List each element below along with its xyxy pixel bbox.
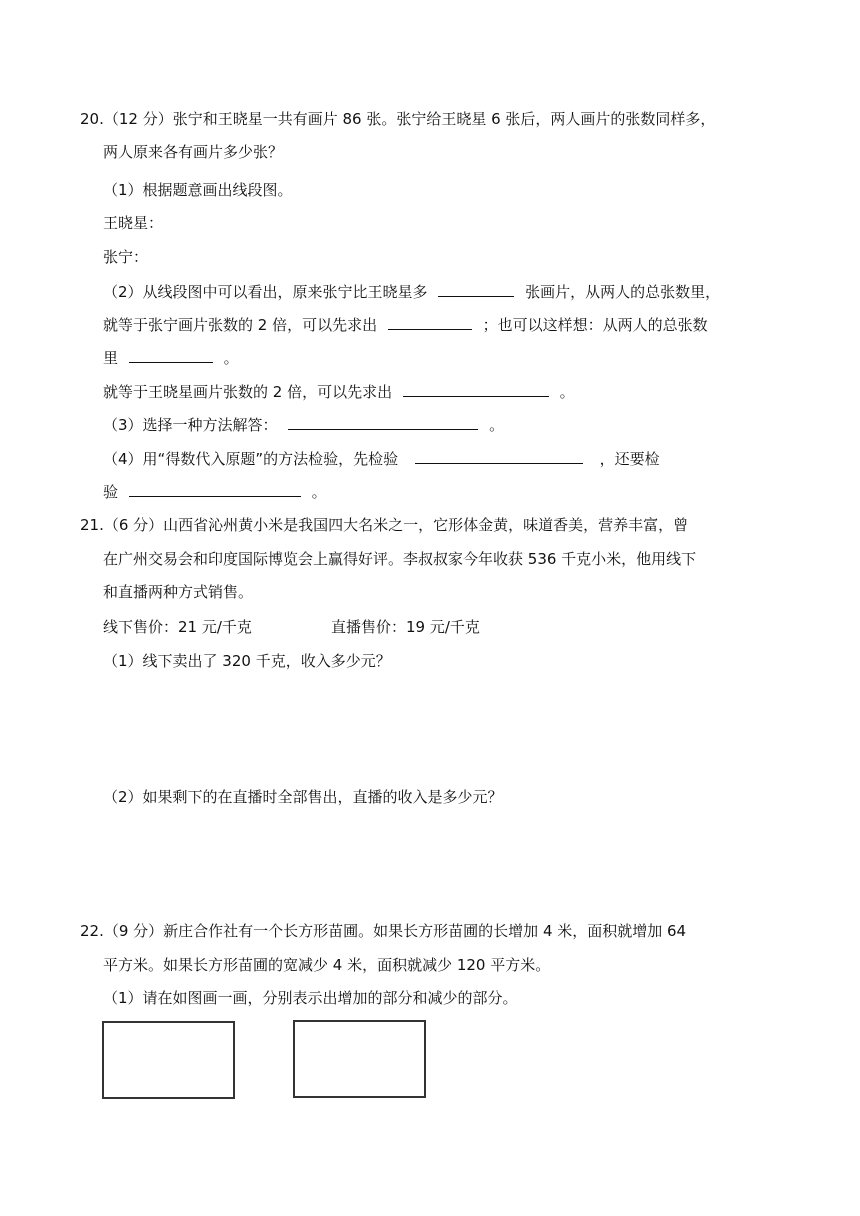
- q20-part2-text-c: 就等于张宁画片张数的 2 倍，可以先求出: [103, 316, 378, 334]
- q20-part2-text-h: 。: [559, 383, 575, 401]
- q20-part3-text-a: （3）选择一种方法解答：: [103, 416, 278, 434]
- q20-part2-text-b: 张画片，从两人的总张数里，: [525, 283, 721, 301]
- q21-stem-line1: 21.（6 分）山西省沁州黄小米是我国四大名米之一，它形体金黄，味道香美，营养丰富，曾: [80, 516, 689, 534]
- answer-blank-1[interactable]: [438, 280, 514, 297]
- q22-stem-line1: 22.（9 分）新庄合作社有一个长方形苗圃。如果长方形苗圃的长增加 4 米，面积就增加 64: [80, 922, 687, 940]
- q20-part4-line2: [103, 480, 327, 503]
- q20-part2-line4: [103, 380, 575, 403]
- q20-part2-text-f: 。: [223, 349, 239, 367]
- answer-blank-3[interactable]: [129, 346, 213, 363]
- q21-part1: （1）线下卖出了 320 千克，收入多少元？: [103, 652, 391, 670]
- q20-part2-line1: [103, 280, 720, 303]
- q22-part1: （1）请在如图画一画，分别表示出增加的部分和减少的部分。: [103, 989, 518, 1007]
- q20-label-wang: 王晓星：: [103, 214, 164, 232]
- q20-part4-line1: [103, 447, 660, 470]
- q20-part2-text-d: ；也可以这样想：从两人的总张数: [482, 316, 708, 334]
- q20-part3: [103, 413, 504, 436]
- q20-stem-line1: 20.（12 分）张宁和王晓星一共有画片 86 张。张宁给王晓星 6 张后，两人画片的张数同样多，: [80, 110, 716, 128]
- q20-part2-line2: [103, 313, 708, 336]
- answer-blank-6[interactable]: [415, 447, 583, 464]
- rectangle-figure-right[interactable]: [293, 1020, 426, 1098]
- rectangle-figure-left[interactable]: [102, 1021, 235, 1099]
- q20-part4-text-b: ，还要检: [599, 450, 660, 468]
- q20-part4-text-d: 。: [311, 483, 327, 501]
- q22-stem-line2: 平方米。如果长方形苗圃的宽减少 4 米，面积就减少 120 平方米。: [103, 956, 551, 974]
- q20-stem-line2: 两人原来各有画片多少张？: [103, 143, 284, 161]
- answer-blank-2[interactable]: [388, 313, 472, 330]
- q20-part3-text-b: 。: [489, 416, 505, 434]
- q20-part2-text-g: 就等于王晓星画片张数的 2 倍，可以先求出: [103, 383, 393, 401]
- q20-part4-text-c: 验: [103, 483, 119, 501]
- q21-stem-line2: 在广州交易会和印度国际博览会上赢得好评。李叔叔家今年收获 536 千克小米，他用线下: [103, 550, 697, 568]
- q20-part2-line3: [103, 346, 239, 369]
- q20-part2-text-e: 里: [103, 349, 119, 367]
- q20-part2-text-a: （2）从线段图中可以看出，原来张宁比王晓星多: [103, 283, 428, 301]
- q21-price-live: 直播售价：19 元/千克: [331, 618, 480, 636]
- q20-part4-text-a: （4）用“得数代入原题”的方法检验，先检验: [103, 450, 399, 468]
- answer-blank-4[interactable]: [403, 380, 549, 397]
- q21-price-offline: 线下售价：21 元/千克: [103, 618, 252, 636]
- q20-part1: （1）根据题意画出线段图。: [103, 181, 293, 199]
- answer-blank-5[interactable]: [288, 413, 478, 430]
- q20-label-zhang: 张宁：: [103, 248, 149, 266]
- q21-stem-line3: 和直播两种方式销售。: [103, 583, 254, 601]
- q21-part2: （2）如果剩下的在直播时全部售出，直播的收入是多少元？: [103, 788, 503, 806]
- answer-blank-7[interactable]: [129, 480, 301, 497]
